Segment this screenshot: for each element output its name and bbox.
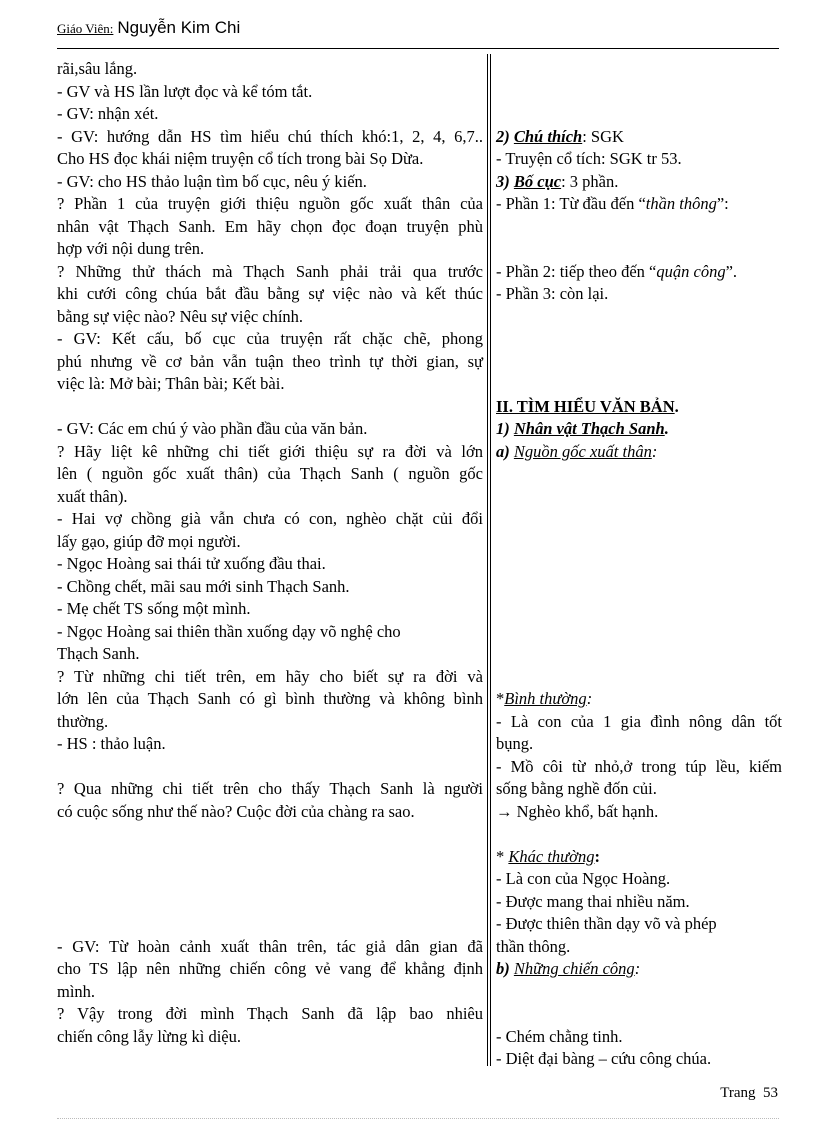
text-line: ? Phần 1 của truyện giới thiệu nguồn gốc xuất thân của — [57, 194, 483, 213]
text-line: thần thông. — [496, 936, 571, 956]
text-line: - Truyện cổ tích: SGK tr 53. — [496, 149, 682, 168]
subsection-heading: 1) Nhân vật Thạch Sanh. — [496, 419, 669, 438]
text-line: - Chồng chết, mãi sau mới sinh Thạch Sanh. — [57, 576, 350, 596]
page-label: Trang — [720, 1085, 756, 1101]
text-line: lấy gạo, giúp đỡ mọi người. — [57, 531, 241, 551]
text-line: → Nghèo khổ, bất hạnh. — [496, 801, 659, 821]
text-line: - GV: Các em chú ý vào phần đầu của văn bản. — [57, 419, 368, 438]
text-line: - GV: Từ hoàn cảnh xuất thân trên, tác giả dân gian đã — [57, 936, 483, 956]
arrow-right-icon: → — [496, 801, 513, 821]
subsection-heading: b) Những chiến công: — [496, 959, 641, 978]
text-line: hợp với nội dung trên. — [57, 239, 205, 258]
label-heading: * Khác thường: — [496, 846, 600, 866]
text-line: - Là con của Ngọc Hoàng. — [496, 869, 671, 888]
text-line: rãi,sâu lắng. — [57, 59, 138, 78]
page-number: 53 — [763, 1085, 778, 1101]
text-line: - Hai vợ chồng già vẫn chưa có con, nghèo chặt củi đổi — [57, 509, 483, 528]
text-line: - GV: hướng dẫn HS tìm hiểu chú thích khó:1, 2, 4, 6,7.. — [57, 126, 483, 146]
text-line: - Mẹ chết TS sống một mình. — [57, 599, 251, 618]
text-line: - Được mang thai nhiều năm. — [496, 891, 690, 911]
text-line: ? Hãy liệt kê những chi tiết giới thiệu sự ra đời và lớn — [57, 441, 483, 461]
text-line: chiến công lẫy lừng kì diệu. — [57, 1026, 241, 1046]
text-line: - Phần 3: còn lại. — [496, 284, 609, 303]
text-line: cho TS lập nên những chiến công vẻ vang để khẳng định — [57, 959, 483, 978]
text-line: nhân vật Thạch Sanh. Em hãy chọn đọc đoạn truyện phù — [57, 216, 483, 236]
text-line: - Là con của 1 gia đình nông dân tốt — [496, 711, 782, 731]
text-line: - GV: nhận xét. — [57, 104, 159, 123]
section-heading: II. TÌM HIỂU VĂN BẢN. — [496, 396, 679, 416]
text-line: lên ( nguồn gốc xuất thân) của Thạch Sanh ( nguồn gốc — [57, 464, 483, 483]
text-line: Thạch Sanh. — [57, 644, 140, 663]
text-line: - GV: cho HS thảo luận tìm bố cục, nêu ý kiến. — [57, 171, 367, 191]
text-line: ? Những thử thách mà Thạch Sanh phải trải qua trước — [57, 261, 483, 281]
text-line: phú nhưng về cơ bản vẫn tuận theo trình tự thời gian, sự — [57, 351, 483, 371]
text-line: - HS : thảo luận. — [57, 734, 166, 753]
chu-thich-heading: 2) Chú thích: SGK — [496, 126, 624, 146]
text-line: - Phần 2: tiếp theo đến “quận công”. — [496, 261, 738, 281]
teacher-name: Nguyễn Kim Chi — [117, 18, 241, 37]
column-divider-right — [490, 54, 491, 1066]
text-line: - Mồ côi từ nhỏ,ở trong túp lều, kiếm — [496, 756, 782, 776]
text-line: - Được thiên thần dạy võ và phép — [496, 914, 717, 933]
text-line: sống bằng nghề đốn củi. — [496, 779, 657, 798]
text-line: xuất thân). — [57, 486, 128, 506]
column-divider-left — [487, 54, 488, 1066]
page-footer — [720, 1085, 778, 1102]
text-line: - GV: Kết cấu, bố cục của truyện rất chặc chẽ, phong — [57, 329, 483, 348]
text-line: - Diệt đại bàng – cứu công chúa. — [496, 1049, 712, 1068]
text-line: có cuộc sống như thế nào? Cuộc đời của chàng ra sao. — [57, 801, 415, 821]
content-column — [496, 58, 782, 1071]
text-line: khi cưới công chúa bắt đầu bằng sự việc nào và kết thúc — [57, 284, 483, 303]
text-line: ? Vậy trong đời mình Thạch Sanh đã lập bao nhiêu — [57, 1004, 483, 1023]
text-line: thường. — [57, 711, 109, 731]
subsection-heading: a) Nguồn gốc xuất thân: — [496, 441, 658, 461]
text-line: lớn lên của Thạch Sanh có gì bình thường và không bình — [57, 689, 483, 708]
text-line: ? Qua những chi tiết trên cho thấy Thạch Sanh là người — [57, 779, 483, 798]
text-line: bằng sự việc nào? Nêu sự việc chính. — [57, 306, 304, 326]
text-line: mình. — [57, 981, 96, 1001]
text-line: bụng. — [496, 734, 534, 753]
teacher-label: Giáo Viên: — [57, 21, 114, 36]
label-heading: *Bình thường: — [496, 689, 593, 708]
text-line: Cho HS đọc khái niệm truyện cổ tích trong bài Sọ Dừa. — [57, 149, 424, 168]
text-line: việc là: Mở bài; Thân bài; Kết bài. — [57, 374, 285, 393]
text-line: - GV và HS lần lượt đọc và kể tóm tắt. — [57, 81, 313, 101]
footer-rule — [57, 1118, 779, 1119]
text-line: - Phần 1: Từ đầu đến “thần thông”: — [496, 194, 729, 213]
text-line: - Chém chằng tinh. — [496, 1026, 623, 1046]
header-rule — [57, 48, 779, 49]
bo-cuc-heading: 3) Bố cục: 3 phần. — [496, 171, 619, 191]
page-header — [57, 18, 240, 42]
text-line: - Ngọc Hoàng sai thái tử xuống đầu thai. — [57, 554, 326, 573]
text-line: - Ngọc Hoàng sai thiên thần xuống dạy võ nghệ cho — [57, 621, 401, 641]
teacher-activity-column — [57, 58, 483, 1048]
text-line: ? Từ những chi tiết trên, em hãy cho biết sự ra đời và — [57, 666, 483, 686]
